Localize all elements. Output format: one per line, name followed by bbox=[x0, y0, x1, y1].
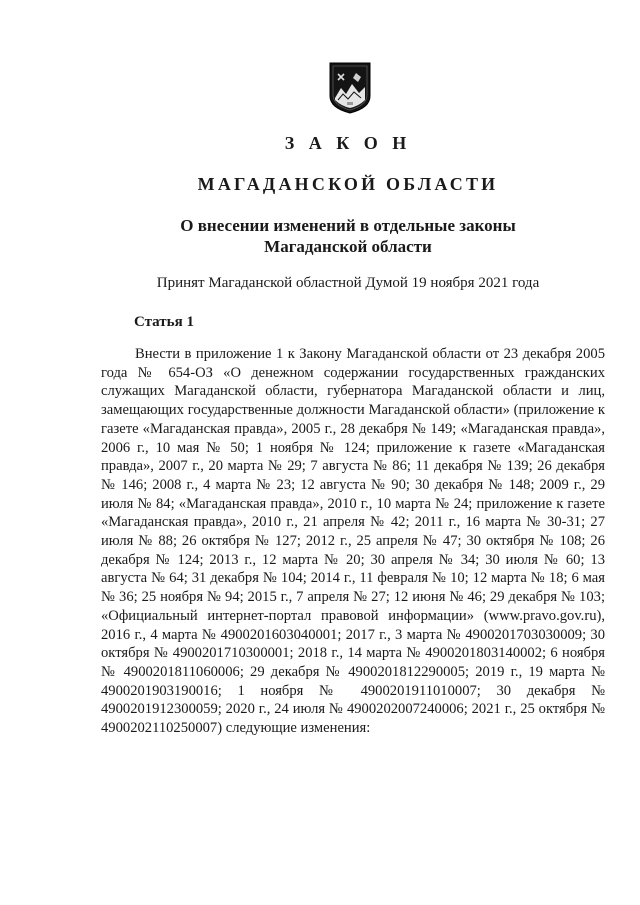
coat-of-arms-icon bbox=[329, 62, 371, 114]
law-title: З А К О Н bbox=[284, 133, 412, 153]
region-title: МАГАДАНСКОЙ ОБЛАСТИ bbox=[197, 174, 499, 194]
article-heading: Статья 1 bbox=[134, 314, 194, 330]
law-subject-line-1: О внесении изменений в отдельные законы bbox=[180, 216, 516, 235]
article-body: Внести в приложение 1 к Закону Магаданской области от 23 декабря 2005 года № 654-ОЗ «О денежном содержании государственных гражданских служащих Магаданской области, губернатора Магаданской области и лиц, замещающих государственные должности Магаданской области» (приложение к газете «Магаданская правда», 2005 г., 28 декабря № 149; «Магаданская правда», 2006 г., 10 мая № 50; 1 ноября № 124; приложение к газете «Магаданская правда», 2007 г., 20 марта № 29; 7 августа № 86; 11 декабря № 139; 26 декабря № 146; 2008 г., 4 марта № 23; 12 августа № 90; 30 декабря № 148; 2009 г., 29 июля № 84; «Магаданская правда», 2010 г., 10 марта № 24; приложение к газете «Магаданская правда», 2010 г., 21 апреля № 42; 2011 г., 16 марта № 30-31; 27 июля № 88; 26 октября № 127; 2012 г., 25 апреля № 47; 30 октября № 108; 26 декабря № 124; 2013 г., 12 марта № 20; 30 апреля № 34; 30 июля № 60; 13 августа № 64; 31 декабря № 104; 2014 г., 11 февраля № 10; 12 марта № 18; 6 мая № 36; 25 ноября № 94; 2015 г., 7 апреля № 27; 12 июня № 46; 29 декабря № 103; «Официальный интернет-портал правовой информации» (www.pravo.gov.ru), 2016 г., 4 марта № 4900201603040001; 2017 г., 3 марта № 4900201703030009; 30 октября № 4900201710300001; 2018 г., 14 марта № 4900201803140002; 6 ноября № 4900201811060006; 29 декабря № 4900201812290005; 2019 г., 19 марта № 4900201903190016; 1 ноября № 4900201911010007; 30 декабря № 4900201912300059; 2020 г., 24 июля № 4900202007240006; 2021 г., 25 октября № 4900202110250007) следующие изменения: bbox=[101, 346, 605, 737]
law-subject-line-2: Магаданской области bbox=[264, 237, 432, 256]
adoption-line: Принят Магаданской областной Думой 19 ноября 2021 года bbox=[156, 275, 540, 291]
law-subject bbox=[0, 215, 640, 257]
